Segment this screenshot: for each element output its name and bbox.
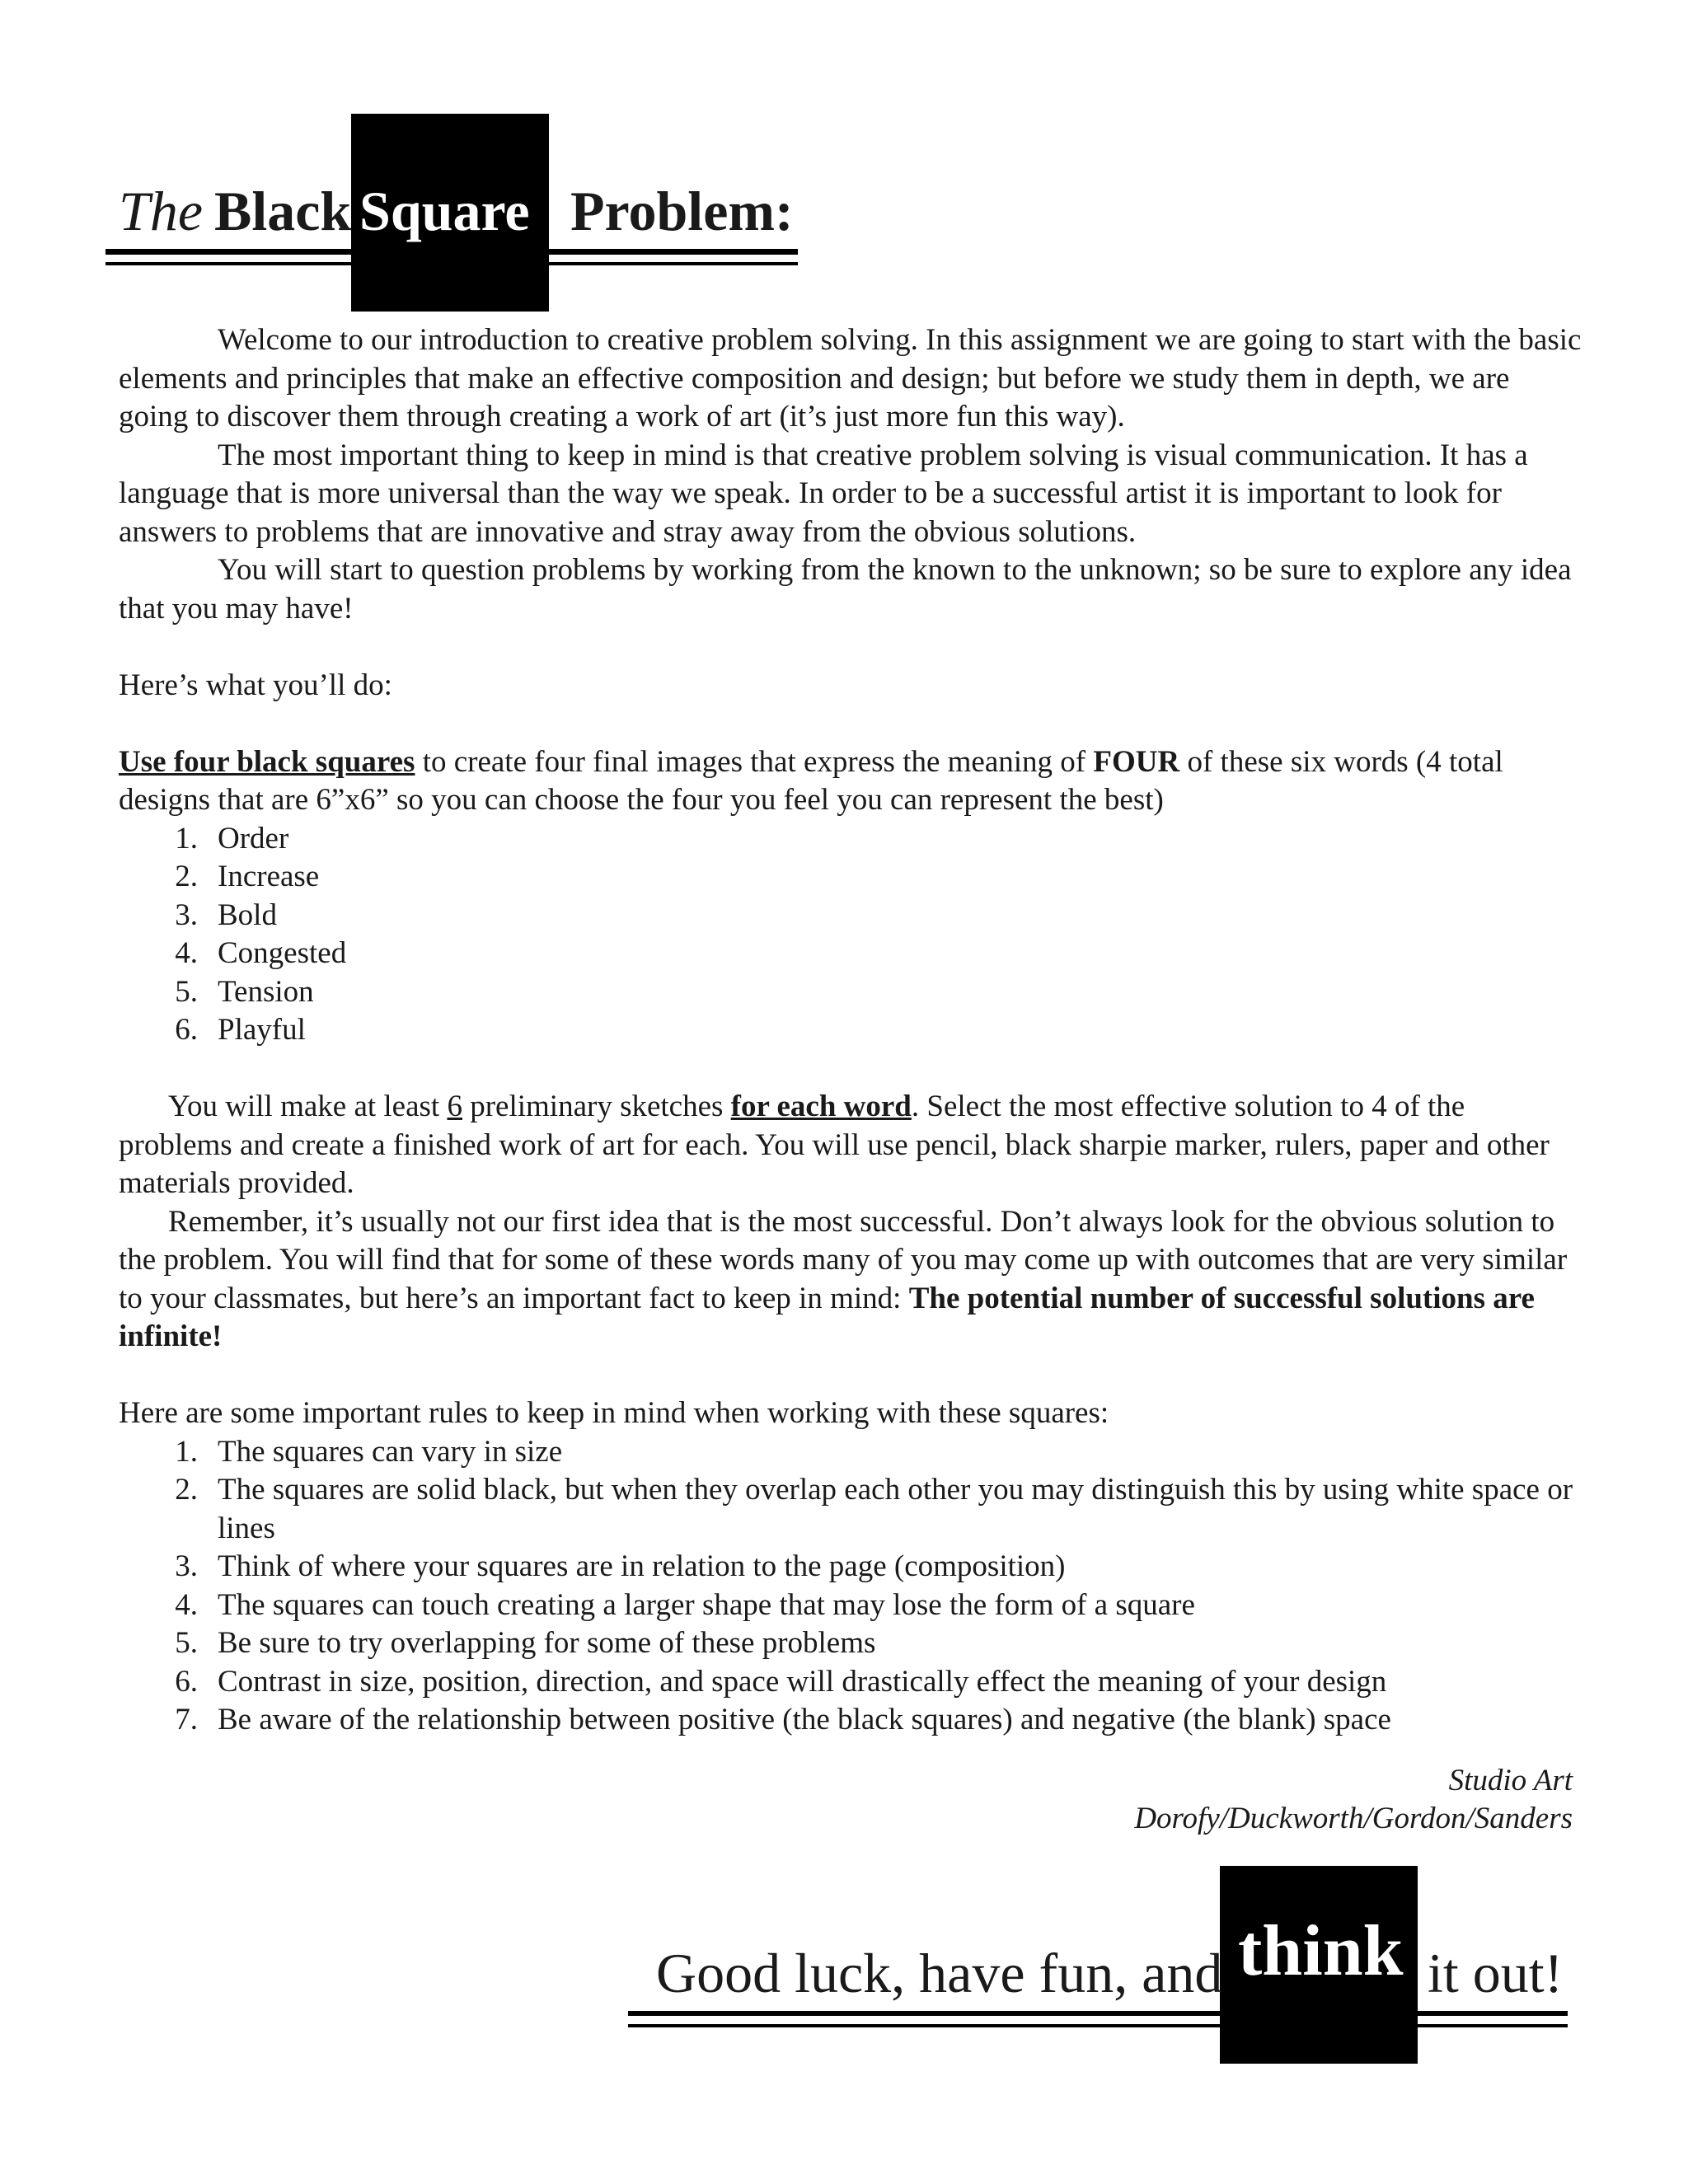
- footer-rule-thin: [628, 2024, 1568, 2027]
- title-word-problem: Problem:: [570, 180, 794, 242]
- title-rule-thick: [106, 249, 798, 255]
- title-rule-thin: [106, 262, 798, 265]
- list-item: 2. Increase: [175, 860, 320, 893]
- title-banner: [106, 114, 798, 312]
- title-word-black: Black: [214, 180, 352, 242]
- list-item: 5. Tension: [175, 974, 314, 1009]
- remember-paragraph: Remember, it’s usually not our first idea that is the most successful. Don’t always look for the obvious solution to the problem. You will find that for some of these words many of you may come up with outcomes that are very similar to your classmates, but here’s an important fact to keep in mind: The potential number of successful solutions are infinite!: [119, 1204, 1568, 1353]
- list-item: 7. Be aware of the relationship between positive (the black squares) and negative (the blank) space: [175, 1703, 1391, 1736]
- list-item: 3. Think of where your squares are in relation to the page (composition): [175, 1549, 1066, 1583]
- footer-text-end: it out!: [1428, 1942, 1564, 2004]
- footer-text-start: Good luck, have fun, and: [656, 1942, 1223, 2004]
- list-item: 1. Order: [175, 821, 289, 855]
- course-name: Studio Art: [1448, 1764, 1573, 1797]
- teacher-names: Dorofy/Duckworth/Gordon/Sanders: [1134, 1802, 1573, 1835]
- footer-rule-thick: [628, 2011, 1568, 2016]
- intro-paragraph-3: You will start to question problems by working from the known to the unknown; so be sure to explore any idea that you may have!: [119, 553, 1572, 626]
- page-title: [119, 178, 794, 244]
- list-item: 1. The squares can vary in size: [175, 1434, 563, 1469]
- rules-intro: Here are some important rules to keep in mind when working with these squares:: [119, 1396, 1109, 1430]
- list-item: 5. Be sure to try overlapping for some of these problems: [175, 1626, 876, 1660]
- task-lead: Use four black squares: [119, 744, 415, 779]
- heres-what-heading: Here’s what you’ll do:: [119, 668, 392, 702]
- title-word-the: The: [119, 180, 203, 242]
- rules-list: [119, 1433, 1586, 1740]
- list-item: 6. Playful: [175, 1013, 306, 1047]
- footer-word-think: think: [1238, 1911, 1404, 1991]
- list-item: 2. The squares are solid black, but when they overlap each other you may distinguish this by using white space or lines: [175, 1473, 1573, 1545]
- words-list: [119, 820, 1586, 1050]
- credits: [1134, 1762, 1573, 1838]
- intro-paragraph-2: The most important thing to keep in mind is that creative problem solving is visual communication. It has a language that is more universal than the way we speak. In order to be a successful artist it is important to look for answers to problems that are innovative and stray away from the obvious solutions.: [119, 438, 1528, 549]
- document-body: [119, 321, 1586, 1740]
- list-item: 3. Bold: [175, 898, 277, 932]
- intro-paragraph-1: Welcome to our introduction to creative problem solving. In this assignment we are going to start with the basic elements and principles that make an effective composition and design; but before we study them in depth, we are going to discover them through creating a work of art (it’s just more fun this way).: [119, 323, 1582, 434]
- task-paragraph: Use four black squares to create four final images that express the meaning of FOUR of these six words (4 total designs that are 6”x6” so you can choose the four you feel you can represent the best): [119, 744, 1503, 817]
- title-word-square: Square: [359, 180, 530, 242]
- list-item: 4. The squares can touch creating a larger shape that may lose the form of a square: [175, 1587, 1195, 1622]
- list-item: 6. Contrast in size, position, direction, and space will drastically effect the meaning of your design: [175, 1664, 1387, 1699]
- sketches-paragraph: You will make at least 6 preliminary sketches for each word. Select the most effective solution to 4 of the problems and create a finished work of art for each. You will use pencil, black sharpie marker, rulers, paper and other materials provided.: [119, 1090, 1550, 1200]
- list-item: 4. Congested: [175, 936, 347, 970]
- footer-banner: [628, 1866, 1568, 2064]
- task-four: FOUR: [1093, 744, 1180, 779]
